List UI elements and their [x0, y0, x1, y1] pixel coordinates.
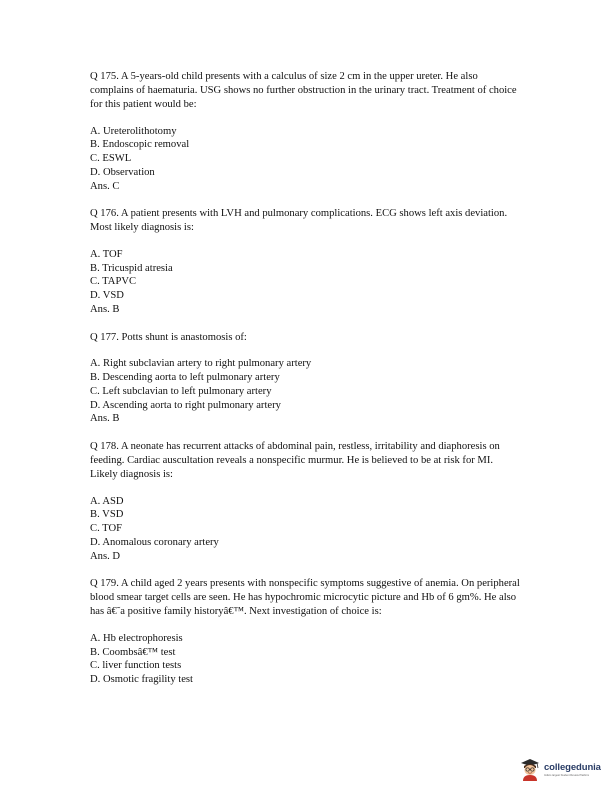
question-177 — [90, 331, 520, 426]
brand-tagline: India's largest Student Review Platform — [544, 773, 590, 777]
option-d: D. Ascending aorta to right pulmonary artery — [90, 399, 281, 411]
option-a: A. ASD — [90, 495, 124, 507]
option-c: C. TOF — [90, 523, 122, 535]
brand-text — [544, 762, 601, 777]
question-text: Q 176. A patient presents with LVH and pulmonary complications. ECG shows left axis deviation. Most likely diagnosis is: — [90, 208, 508, 234]
option-d: D. VSD — [90, 290, 124, 302]
option-d: D. Anomalous coronary artery — [90, 536, 219, 548]
answer: Ans. D — [90, 550, 121, 562]
question-179 — [90, 577, 520, 687]
option-a: A. Ureterolithotomy — [90, 125, 177, 137]
question-text: Q 179. A child aged 2 years presents with nonspecific symptoms suggestive of anemia. On peripheral blood smear target cells are seen. He has hypochromic microcytic picture and Hb of 6 gm%. He also has â€˜a positive family historyâ€™. Next investigation of choice is: — [90, 578, 520, 618]
option-d: D. Observation — [90, 166, 155, 178]
options-list — [90, 248, 520, 317]
page-content — [90, 70, 520, 701]
question-text: Q 178. A neonate has recurrent attacks of abdominal pain, restless, irritability and diaphoresis on feeding. Cardiac auscultation reveals a nonspecific murmur. He is believed to be at risk for MI. Likely diagnosis is: — [90, 440, 500, 480]
option-b: B. Tricuspid atresia — [90, 262, 173, 274]
option-d: D. Osmotic fragility test — [90, 674, 193, 686]
option-c: C. liver function tests — [90, 660, 182, 672]
option-a: A. Right subclavian artery to right pulmonary artery — [90, 358, 312, 370]
option-b: B. Coombsâ€™ test — [90, 646, 176, 658]
options-list — [90, 495, 520, 564]
collegedunia-logo[interactable] — [519, 752, 605, 786]
options-list — [90, 357, 520, 426]
mascot-icon — [519, 756, 541, 782]
options-list — [90, 632, 520, 687]
option-b: B. VSD — [90, 509, 124, 521]
option-a: A. TOF — [90, 249, 123, 261]
answer: Ans. B — [90, 303, 120, 315]
question-text: Q 177. Potts shunt is anastomosis of: — [90, 331, 247, 343]
answer: Ans. B — [90, 413, 120, 425]
options-list — [90, 125, 520, 194]
question-178 — [90, 440, 520, 563]
question-175 — [90, 70, 520, 193]
option-c: C. ESWL — [90, 153, 132, 165]
option-c: C. Left subclavian to left pulmonary artery — [90, 385, 272, 397]
option-c: C. TAPVC — [90, 276, 137, 288]
question-176 — [90, 207, 520, 316]
question-text: Q 175. A 5-years-old child presents with a calculus of size 2 cm in the upper ureter. He also complains of haematuria. USG shows no further obstruction in the urinary tract. Treatment of choice for this patient would be: — [90, 71, 517, 110]
option-b: B. Endoscopic removal — [90, 139, 190, 151]
option-a: A. Hb electrophoresis — [90, 632, 183, 644]
answer: Ans. C — [90, 180, 120, 192]
brand-name: collegedunia — [544, 761, 601, 773]
option-b: B. Descending aorta to left pulmonary artery — [90, 372, 280, 384]
